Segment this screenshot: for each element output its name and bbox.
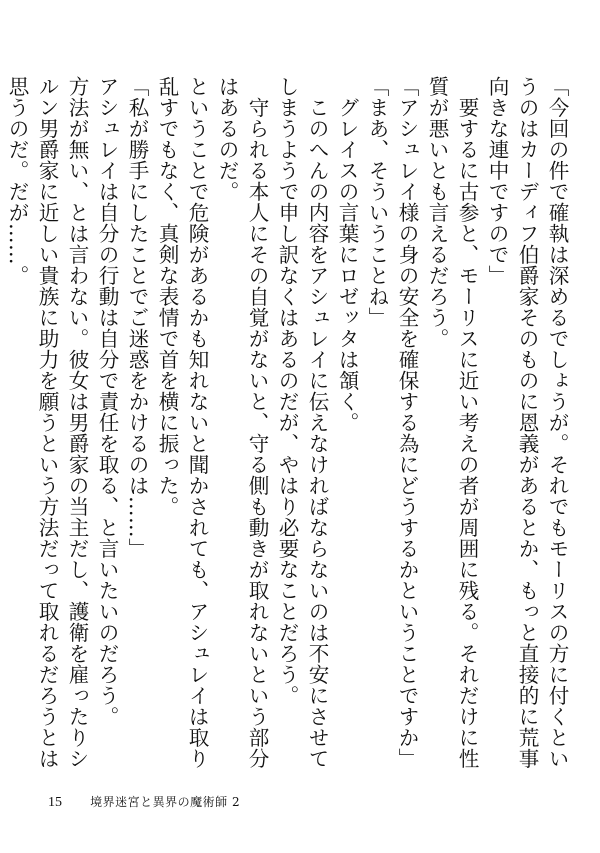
paragraph: このへんの内容をアシュレイに伝えなければならないのは不安にさせてしまうようで申し訳なくはあるのだが、やはり必要なことだろう。 <box>275 76 329 769</box>
paragraph: 「アシュレイ様の身の安全を確保する為にどうするかということですか」 <box>395 76 419 769</box>
paragraph: ということで危険があるかも知れないと聞かされても、アシュレイは取り乱すでもなく、真剣な表情で首を横に振った。 <box>155 76 209 769</box>
paragraph: 要するに古参と、モーリスに近い考えの者が周囲に残る。それだけに性質が悪いとも言えるだろう。 <box>425 76 479 769</box>
paragraph: アシュレイは自分の行動は自分で責任を取る、と言いたいのだろう。 <box>95 76 119 727</box>
paragraph: グレイスの言葉にロゼッタは頷く。 <box>335 96 359 433</box>
book-title: 境界迷宮と異界の魔術師 2 <box>90 795 241 809</box>
paragraph <box>0 76 2 776</box>
paragraph: 「私が勝手にしたことでご迷惑をかけるのは……」 <box>125 76 149 559</box>
page-number: 15 <box>48 795 62 810</box>
page-footer <box>48 793 240 811</box>
paragraph: 「今回の件で確執は深めるでしょうが。それでもモーリスの方に付くというのはカーディフ伯爵家そのものに恩義があるとか、もっと直接的に荒事向きな連中ですので」 <box>485 76 569 769</box>
paragraph: 守られる本人にその自覚がないと、守る側も動きが取れないという部分はあるのだ。 <box>215 76 269 769</box>
paragraph: 方法が無い、とは言わない。彼女は男爵家の当主だし、護衛を雇ったりシルン男爵家に近しい貴族に助力を願うという方法だって取れるだろうとは思うのだ。だが……。 <box>5 76 89 769</box>
body-text-vertical <box>5 76 572 776</box>
paragraph: 「まあ、そういうことね」 <box>365 76 389 328</box>
